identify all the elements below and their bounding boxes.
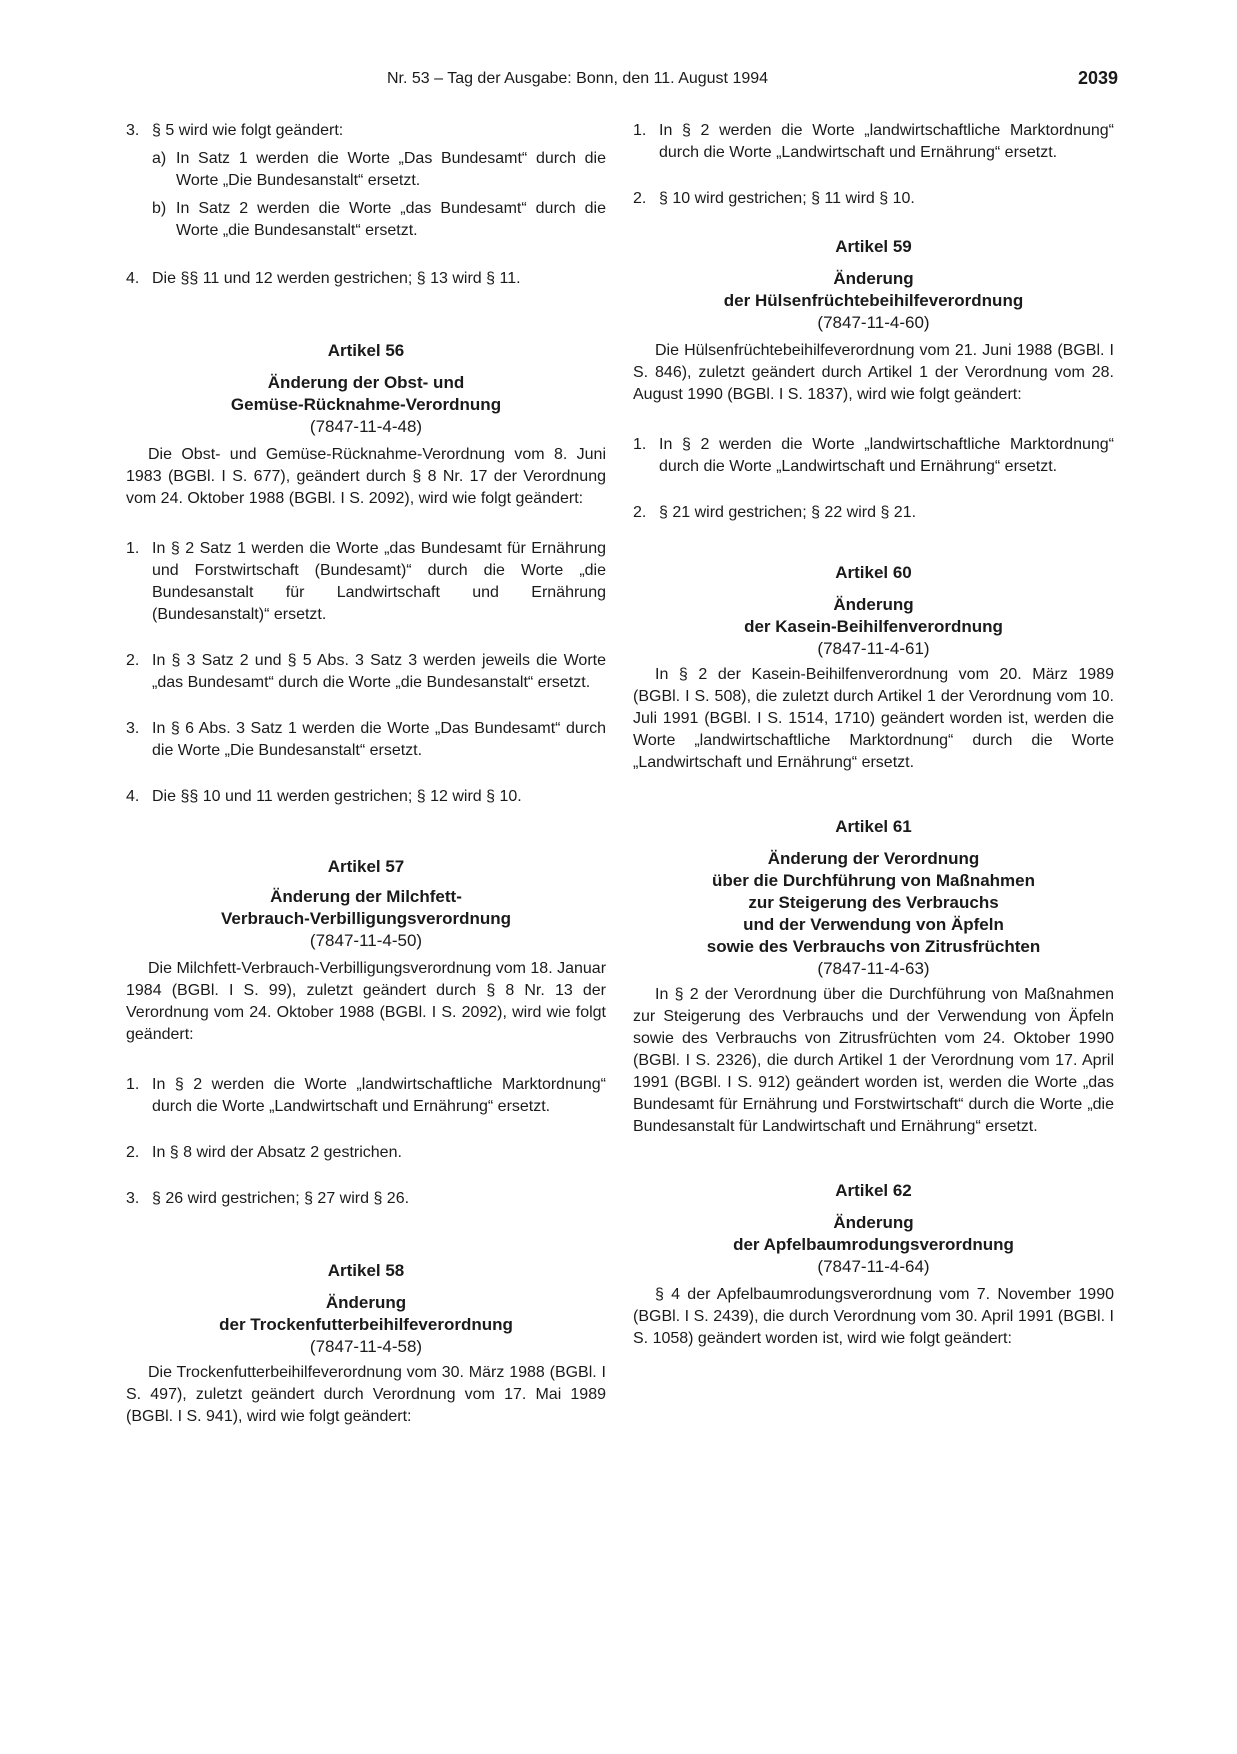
article-heading: über die Durchführung von Maßnahmen: [711, 871, 1035, 890]
article-heading: der Kasein-Beihilfenverordnung: [744, 617, 1003, 636]
list-item: 1. In § 2 werden die Worte „landwirtschaftliche Marktordnung“ durch die Worte „Landwirtschaft und Ernährung“ ersetzt.: [126, 1076, 606, 1115]
article-heading: der Apfelbaumrodungsverordnung: [733, 1235, 1014, 1254]
article-heading: und der Verwendung von Äpfeln: [743, 915, 1004, 934]
list-item: 2. § 21 wird gestrichen; § 22 wird § 21.: [633, 504, 917, 521]
page-header: Nr. 53 – Tag der Ausgabe: Bonn, den 11. August 1994: [387, 70, 769, 87]
article-text: In § 2 der Verordnung über die Durchführung von Maßnahmen zur Steigerung des Verbrauchs und der Verwendung von Äpfeln sowie des Verbrauchs von Zitrusfrüchten vom 24. Oktober 1990 (BGBl. I S. 2326), die durch Artikel 1 der Verordnung vom 17. April 1991 (BGBl. I S. 912) geändert worden ist, werden die Worte „das Bundesamt für Ernährung und Forstwirtschaft“ durch die Worte „die Bundesanstalt für Landwirtschaft und Ernährung“ ersetzt.: [633, 986, 1114, 1135]
list-item: 1. In § 2 Satz 1 werden die Worte „das Bundesamt für Ernährung und Forstwirtschaft (Bundesamt)“ durch die Worte „die Bundesanstalt für Landwirtschaft und Ernährung (Bundesanstalt)“ ersetzt.: [126, 540, 606, 623]
list-item: 2. In § 3 Satz 2 und § 5 Abs. 3 Satz 3 werden jeweils die Worte „das Bundesamt“ durch die Worte „die Bundesanstalt“ ersetzt.: [126, 652, 606, 691]
list-item: 4. Die §§ 10 und 11 werden gestrichen; § 12 wird § 10.: [126, 788, 522, 805]
fno-number: (7847-11-4-61): [817, 639, 930, 658]
fno-number: (7847-11-4-60): [817, 313, 930, 332]
right-column: [633, 120, 1114, 1350]
article-60: [633, 562, 1114, 774]
article-61: [633, 816, 1114, 1138]
article-heading: Änderung: [833, 1213, 914, 1232]
article-intro: Die Hülsenfrüchtebeihilfeverordnung vom 21. Juni 1988 (BGBl. I S. 846), zuletzt geändert durch Artikel 1 der Verordnung vom 28. August 1990 (BGBl. I S. 1837), wird wie folgt geändert:: [633, 342, 1114, 403]
list-item: 3. § 26 wird gestrichen; § 27 wird § 26.: [126, 1190, 410, 1207]
page-number: 2039: [1078, 68, 1119, 88]
fno-number: (7847-11-4-48): [309, 417, 423, 436]
article-heading: zur Steigerung des Verbrauchs: [748, 893, 999, 912]
article-title: Artikel 59: [835, 237, 912, 256]
article-57: [126, 856, 606, 1210]
list-item: 3. § 5 wird wie folgt geändert:: [126, 122, 344, 139]
list-item: 2. § 10 wird gestrichen; § 11 wird § 10.: [633, 190, 915, 207]
left-column: [126, 120, 606, 1428]
article-title: Artikel 61: [835, 817, 912, 836]
article-title: Artikel 56: [327, 341, 405, 360]
article-heading: Änderung: [833, 595, 914, 614]
fno-number: (7847-11-4-64): [817, 1257, 930, 1276]
article-58: [126, 1260, 606, 1428]
fno-number: (7847-11-4-58): [309, 1337, 423, 1356]
article-heading: Änderung der Milchfett-: [270, 887, 462, 906]
list-item: 1. In § 2 werden die Worte „landwirtschaftliche Marktordnung“ durch die Worte „Landwirtschaft und Ernährung“ ersetzt.: [633, 436, 1114, 475]
article-56: [126, 340, 606, 808]
article-62: [633, 1180, 1114, 1350]
article-heading: sowie des Verbrauchs von Zitrusfrüchten: [706, 937, 1041, 956]
article-text: § 4 der Apfelbaumrodungsverordnung vom 7. November 1990 (BGBl. I S. 2439), die durch Verordnung vom 30. April 1991 (BGBl. I S. 1058) geändert worden ist, wird wie folgt geändert:: [633, 1286, 1114, 1347]
article-heading: Gemüse-Rücknahme-Verordnung: [230, 395, 502, 414]
article-heading: Änderung: [833, 269, 914, 288]
list-item: 1. In § 2 werden die Worte „landwirtschaftliche Marktordnung“ durch die Worte „Landwirtschaft und Ernährung“ ersetzt.: [633, 122, 1114, 161]
list-item: 3. In § 6 Abs. 3 Satz 1 werden die Worte „Das Bundesamt“ durch die Worte „Die Bundesanstalt“ ersetzt.: [126, 720, 606, 759]
article-heading: der Trockenfutterbeihilfeverordnung: [219, 1315, 513, 1334]
article-59: [633, 236, 1114, 524]
list-item: 2. In § 8 wird der Absatz 2 gestrichen.: [126, 1144, 402, 1161]
sub-item: a) In Satz 1 werden die Worte „Das Bundesamt“ durch die Worte „Die Bundesanstalt“ ersetzt.: [152, 150, 606, 189]
article-title: Artikel 60: [835, 563, 912, 582]
article-heading: Änderung: [325, 1293, 407, 1312]
article-heading: Änderung der Verordnung: [767, 849, 980, 868]
fno-number: (7847-11-4-63): [817, 959, 930, 978]
article-heading: Verbrauch-Verbilligungsverordnung: [221, 909, 511, 928]
article-title: Artikel 62: [835, 1181, 912, 1200]
article-intro: Die Trockenfutterbeihilfeverordnung vom 30. März 1988 (BGBl. I S. 497), zuletzt geändert durch Verordnung vom 17. Mai 1989 (BGBl. I S. 941), wird wie folgt geändert:: [126, 1364, 606, 1425]
article-title: Artikel 57: [327, 857, 405, 876]
article-title: Artikel 58: [327, 1261, 405, 1280]
article-intro: Die Milchfett-Verbrauch-Verbilligungsverordnung vom 18. Januar 1984 (BGBl. I S. 99), zuletzt geändert durch § 8 Nr. 13 der Verordnung vom 24. Oktober 1988 (BGBl. I S. 2092), wird wie folgt geändert:: [126, 960, 607, 1043]
article-text: In § 2 der Kasein-Beihilfenverordnung vom 20. März 1989 (BGBl. I S. 508), die zuletzt durch Artikel 1 der Verordnung vom 10. Juli 1991 (BGBl. I S. 1514, 1710) geändert worden ist, werden die Worte „landwirtschaftliche Marktordnung“ durch die Worte „Landwirtschaft und Ernährung“ ersetzt.: [633, 666, 1114, 771]
article-heading: Änderung der Obst- und: [267, 373, 465, 392]
sub-item: b) In Satz 2 werden die Worte „das Bundesamt“ durch die Worte „die Bundesanstalt“ ersetzt.: [152, 200, 606, 239]
article-heading: der Hülsenfrüchtebeihilfeverordnung: [723, 291, 1024, 310]
list-item: 4. Die §§ 11 und 12 werden gestrichen; § 13 wird § 11.: [126, 270, 521, 287]
fno-number: (7847-11-4-50): [309, 931, 423, 950]
article-intro: Die Obst- und Gemüse-Rücknahme-Verordnung vom 8. Juni 1983 (BGBl. I S. 677), geändert durch § 8 Nr. 17 der Verordnung vom 24. Oktober 1988 (BGBl. I S. 2092), wird wie folgt geändert:: [126, 446, 606, 507]
